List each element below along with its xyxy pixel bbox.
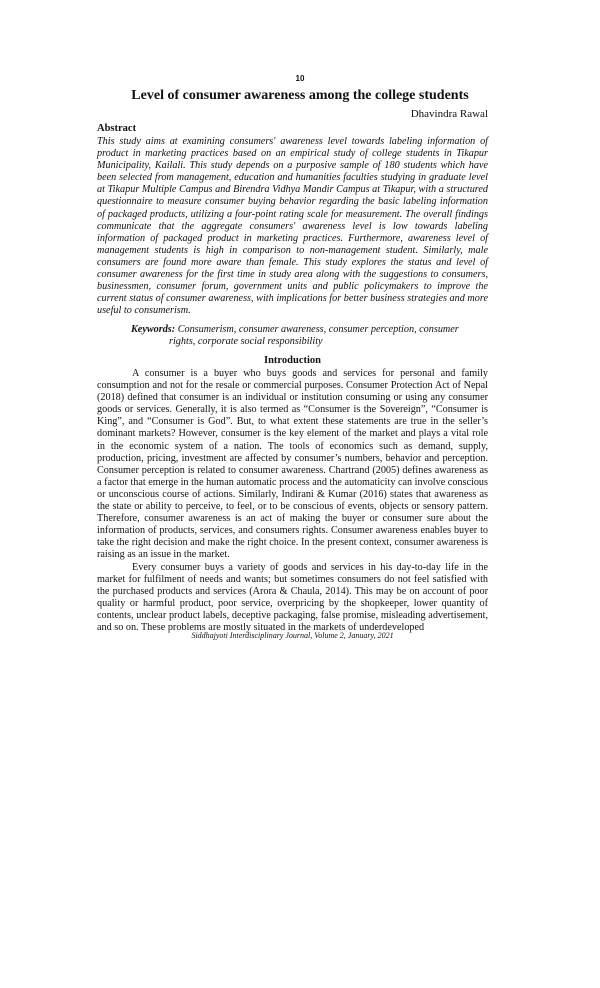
page-number: 10 [295, 74, 305, 83]
keywords-line-1: Consumerism, consumer awareness, consumer perception, consumer [175, 324, 459, 335]
paragraph: A consumer is a buyer who buys goods and services for personal and family consumption and not for the resale or commercial purposes. Consumer Protection Act of Nepal (2018) defined that consumer is an individual or institution consuming or using any consumer goods or services. Generally, it is also termed as “Consumer is the Sovereign”, “Consumer is King”, and “Consumer is God”. But, to what extent these statements are true in the seller’s dominant markets? However, consumer is the key element of the market and plays a vital role in the economic system of a nation. The tools of economics such as demand, supply, production, pricing, investment are affected by consumer’s numbers, behavior and perception. Consumer perception is related to consumer awareness. Chartrand (2005) defines awareness as a factor that emerge in the human automatic process and the automaticity can involve conscious or unconscious course of actions. Similarly, Indirani & Kumar (2016) states that awareness as the state or ability to perceive, to feel, or to be conscious of events, objects or sensory pattern. Therefore, consumer awareness is an act of making the buyer or consumer sure about the information of products, services, and consumers rights. Consumer awareness enables buyer to take the right decision and make the right choice. In the present context, consumer awareness is raising as an issue in the market. [97, 368, 488, 561]
introduction-heading: Introduction [264, 355, 321, 366]
keywords-line-2: rights, corporate social responsibility [169, 336, 323, 348]
article-title: Level of consumer awareness among the college students [131, 88, 469, 103]
abstract-text: This study aims at examining consumers' awareness level towards labeling information of product in marketing practices based on an empirical study of college students in Tikapur Municipality, Kailali. This study depends on a purposive sample of 180 students which have been selected from management, education and humanities faculties studying in graduate level at Tikapur Multiple Campus and Birendra Vidhya Mandir Campus at Tikapur, with a structured questionnaire to measure consumer buying behavior regarding the basic labeling information of packaged products, utilizing a four-point rating scale for measurement. The overall findings communicate that the aggregate consumers' awareness level is low towards labeling information of packaged product in marketing practices. Furthermore, awareness level of management students is high in comparison to non-management student. Similarly, male consumers are found more aware than female. This study explores the status and level of consumer awareness for the first time in study area along with the suggestions to consumers, businessmen, consumer forum, government units and public policymakers to improve the current status of consumer awareness, with implications for better business strategies and more useful to consumerism. [97, 136, 488, 317]
author-name: Dhavindra Rawal [410, 108, 488, 120]
keywords [131, 324, 488, 348]
abstract-heading: Abstract [97, 123, 137, 134]
journal-footer: Siddhajyoti Interdisciplinary Journal, Volume 2, January, 2021 [191, 631, 394, 640]
introduction-body [97, 368, 488, 634]
keywords-label: Keywords: [131, 324, 176, 335]
paragraph: Every consumer buys a variety of goods and services in his day-to-day life in the market for fulfilment of needs and wants; but sometimes consumers do not feel satisfied with the purchased products and services (Arora & Chaula, 2014). This may be on account of poor quality or harmful product, poor service, overpricing by the shopkeeper, lower quantity of contents, unclear product labels, deceptive packaging, false promise, misleading advertisement, and so on. These problems are mostly situated in the markets of underdeveloped [97, 561, 488, 633]
